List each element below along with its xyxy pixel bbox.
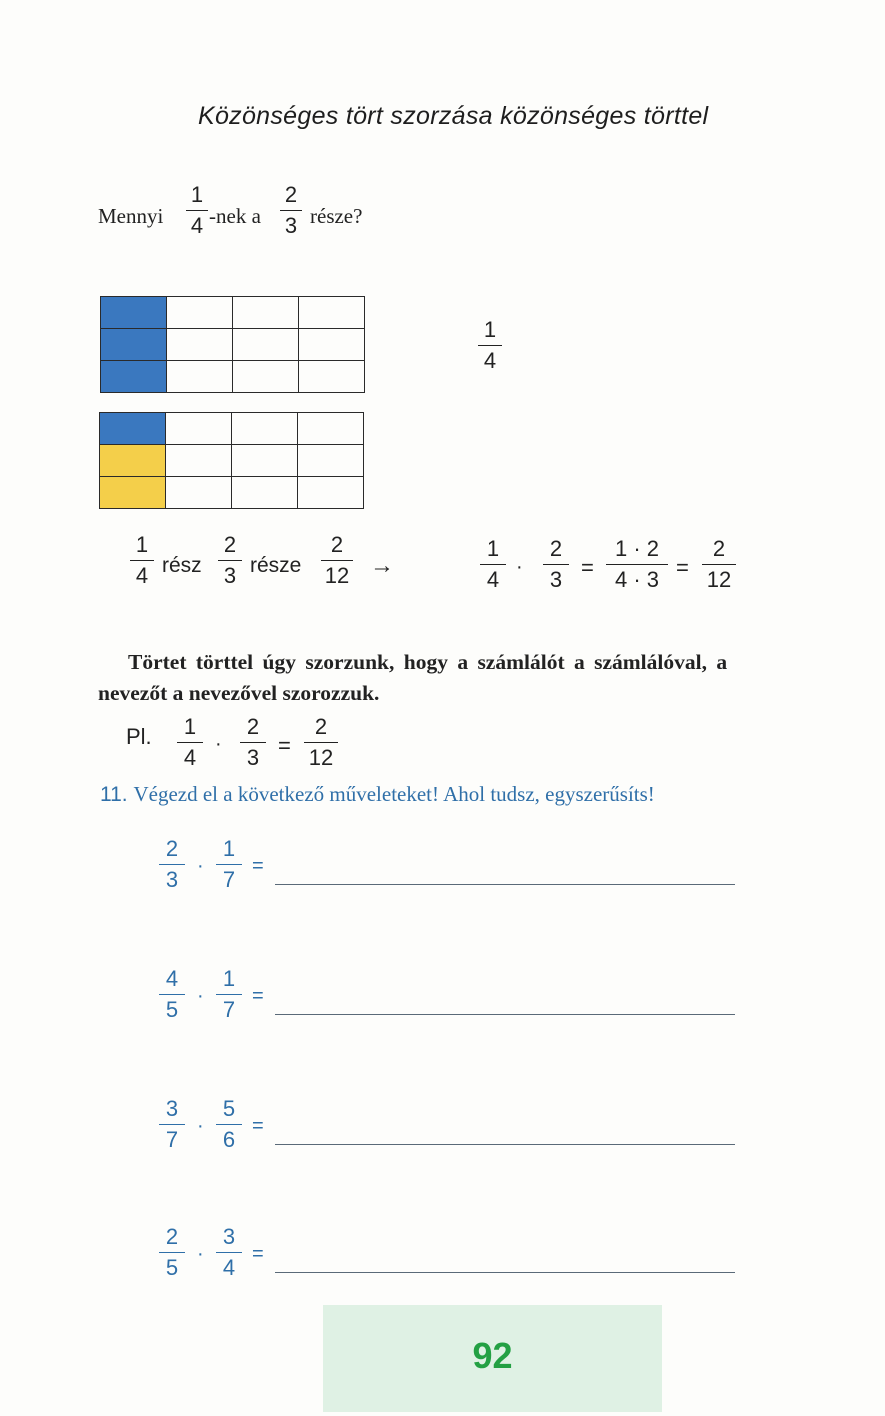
fraction-bar xyxy=(280,210,302,211)
example-fraction-a xyxy=(177,716,203,769)
fraction-numerator: 1 xyxy=(190,182,204,207)
fraction-denominator: 3 xyxy=(549,567,563,593)
grid-row xyxy=(100,413,364,445)
fraction-numerator: 2 xyxy=(284,182,298,207)
fraction-numerator: 2 xyxy=(549,536,563,561)
arrow-right-icon: → xyxy=(370,552,394,579)
exercise-heading xyxy=(100,782,655,807)
question-prefix: Mennyi xyxy=(98,204,164,228)
grid-cell xyxy=(298,445,364,477)
rule-line-2: nevezőt a nevezővel szorozzuk. xyxy=(98,681,380,705)
grid-cell xyxy=(232,413,298,445)
exercise-fraction-a xyxy=(159,1226,185,1279)
fraction-numerator: 1 xyxy=(135,532,149,557)
fraction-denominator: 6 xyxy=(222,1127,236,1153)
fraction-bar xyxy=(480,564,506,565)
fraction-bar xyxy=(159,994,185,995)
fraction-bar xyxy=(216,864,242,865)
fraction-denominator: 5 xyxy=(165,1255,179,1281)
fraction-bar xyxy=(216,994,242,995)
fraction-bar xyxy=(543,564,569,565)
answer-line[interactable] xyxy=(275,884,735,885)
fraction-denominator: 4 xyxy=(486,567,500,593)
equals-sign: = xyxy=(581,555,594,580)
fraction-grid-product xyxy=(99,412,364,509)
fraction-denominator: 3 xyxy=(165,867,179,893)
grid-row xyxy=(101,329,365,361)
page-number-box xyxy=(323,1305,662,1412)
fraction-bar xyxy=(240,742,266,743)
word-resz: rész xyxy=(162,554,202,577)
exercise-fraction-b xyxy=(216,968,242,1021)
exercise-fraction-a xyxy=(159,838,185,891)
grid-cell xyxy=(101,297,167,329)
word-resze: része xyxy=(250,554,302,577)
grid-cell xyxy=(101,329,167,361)
question-mid: -nek a xyxy=(209,204,261,228)
fraction-numerator: 2 xyxy=(223,532,237,557)
fraction-denominator: 4 xyxy=(190,213,204,239)
grid-cell xyxy=(232,477,298,509)
fraction-bar xyxy=(304,742,338,743)
grid-cell xyxy=(298,477,364,509)
fraction-bar xyxy=(186,210,208,211)
fraction-denominator: 7 xyxy=(222,867,236,893)
grid-row xyxy=(100,477,364,509)
fraction-numerator: 2 xyxy=(165,1224,179,1249)
fraction-bar xyxy=(321,560,353,561)
exercise-fraction-a xyxy=(159,968,185,1021)
grid-cell xyxy=(167,329,233,361)
exercise-fraction-b xyxy=(216,1098,242,1151)
fraction-numerator: 1 · 2 xyxy=(614,536,660,561)
multiply-dot: · xyxy=(197,1115,204,1137)
question-fraction-1 xyxy=(186,184,208,237)
equals-sign: = xyxy=(252,1115,264,1137)
eq-fraction-b xyxy=(543,538,569,591)
equals-sign: = xyxy=(676,555,689,580)
exercise-fraction-a xyxy=(159,1098,185,1151)
eq-fraction-d xyxy=(702,538,736,591)
grid-cell xyxy=(232,445,298,477)
side-fraction xyxy=(478,319,502,372)
word-fraction-2 xyxy=(218,534,242,587)
fraction-numerator: 1 xyxy=(486,536,500,561)
grid-cell xyxy=(166,445,232,477)
grid-cell xyxy=(167,361,233,393)
equals-sign: = xyxy=(252,1243,264,1265)
fraction-numerator: 2 xyxy=(712,536,726,561)
equals-sign: = xyxy=(252,985,264,1007)
fraction-bar xyxy=(218,560,242,561)
fraction-denominator: 4 xyxy=(183,745,197,771)
fraction-bar xyxy=(159,1124,185,1125)
fraction-bar xyxy=(216,1124,242,1125)
grid-row xyxy=(100,445,364,477)
fraction-denominator: 4 xyxy=(222,1255,236,1281)
fraction-numerator: 4 xyxy=(165,966,179,991)
grid-cell xyxy=(166,413,232,445)
fraction-denominator: 3 xyxy=(284,213,298,239)
fraction-numerator: 2 xyxy=(246,714,260,739)
multiply-dot: · xyxy=(215,733,222,755)
equals-sign: = xyxy=(278,733,291,758)
fraction-numerator: 1 xyxy=(483,317,497,342)
fraction-denominator: 12 xyxy=(706,567,732,593)
fraction-denominator: 3 xyxy=(246,745,260,771)
grid-cell xyxy=(101,361,167,393)
grid-cell xyxy=(233,329,299,361)
fraction-denominator: 4 xyxy=(135,563,149,589)
grid-cell xyxy=(233,297,299,329)
fraction-denominator: 4 · 3 xyxy=(614,567,660,593)
page-number: 92 xyxy=(472,1335,513,1376)
exercise-text: Végezd el a következő műveleteket! Ahol tudsz, egyszerűsíts! xyxy=(133,782,655,806)
fraction-bar xyxy=(159,864,185,865)
fraction-denominator: 12 xyxy=(324,563,350,589)
multiply-dot: · xyxy=(197,855,204,877)
fraction-bar xyxy=(159,1252,185,1253)
fraction-bar xyxy=(702,564,736,565)
word-fraction-1 xyxy=(130,534,154,587)
grid-cell xyxy=(100,445,166,477)
fraction-denominator: 4 xyxy=(483,348,497,374)
grid-cell xyxy=(299,297,365,329)
fraction-bar xyxy=(216,1252,242,1253)
exercise-number: 11. xyxy=(100,783,128,806)
fraction-denominator: 7 xyxy=(222,997,236,1023)
grid-cell xyxy=(233,361,299,393)
rule-line-1: Törtet törttel úgy szorzunk, hogy a számlálót a számlálóval, a xyxy=(128,650,728,674)
example-fraction-b xyxy=(240,716,266,769)
fraction-denominator: 5 xyxy=(165,997,179,1023)
question-fraction-2 xyxy=(280,184,302,237)
eq-fraction-c xyxy=(606,538,668,591)
fraction-numerator: 2 xyxy=(330,532,344,557)
answer-line[interactable] xyxy=(275,1144,735,1145)
exercise-fraction-b xyxy=(216,838,242,891)
word-fraction-3 xyxy=(321,534,353,587)
multiply-dot: · xyxy=(197,1243,204,1265)
fraction-bar xyxy=(177,742,203,743)
grid-row xyxy=(101,297,365,329)
question-suffix: része? xyxy=(310,204,363,228)
multiply-dot: · xyxy=(197,985,204,1007)
fraction-numerator: 2 xyxy=(165,836,179,861)
grid-cell xyxy=(100,477,166,509)
grid-cell xyxy=(166,477,232,509)
multiply-dot: · xyxy=(516,556,523,578)
grid-row xyxy=(101,361,365,393)
fraction-numerator: 5 xyxy=(222,1096,236,1121)
fraction-denominator: 12 xyxy=(308,745,334,771)
equals-sign: = xyxy=(252,855,264,877)
fraction-numerator: 1 xyxy=(222,966,236,991)
fraction-numerator: 1 xyxy=(183,714,197,739)
answer-line[interactable] xyxy=(275,1272,735,1273)
fraction-numerator: 2 xyxy=(314,714,328,739)
grid-cell xyxy=(298,413,364,445)
example-fraction-c xyxy=(304,716,338,769)
fraction-bar xyxy=(130,560,154,561)
eq-fraction-a xyxy=(480,538,506,591)
fraction-denominator: 7 xyxy=(165,1127,179,1153)
fraction-numerator: 1 xyxy=(222,836,236,861)
fraction-bar xyxy=(478,345,502,346)
page-title: Közönséges tört szorzása közönséges törttel xyxy=(198,102,709,130)
grid-cell xyxy=(167,297,233,329)
fraction-grid-quarter xyxy=(100,296,365,393)
fraction-bar xyxy=(606,564,668,565)
fraction-numerator: 3 xyxy=(222,1224,236,1249)
grid-cell xyxy=(299,329,365,361)
grid-cell xyxy=(100,413,166,445)
exercise-fraction-b xyxy=(216,1226,242,1279)
fraction-denominator: 3 xyxy=(223,563,237,589)
fraction-numerator: 3 xyxy=(165,1096,179,1121)
grid-cell xyxy=(299,361,365,393)
answer-line[interactable] xyxy=(275,1014,735,1015)
example-label: Pl. xyxy=(126,724,152,749)
